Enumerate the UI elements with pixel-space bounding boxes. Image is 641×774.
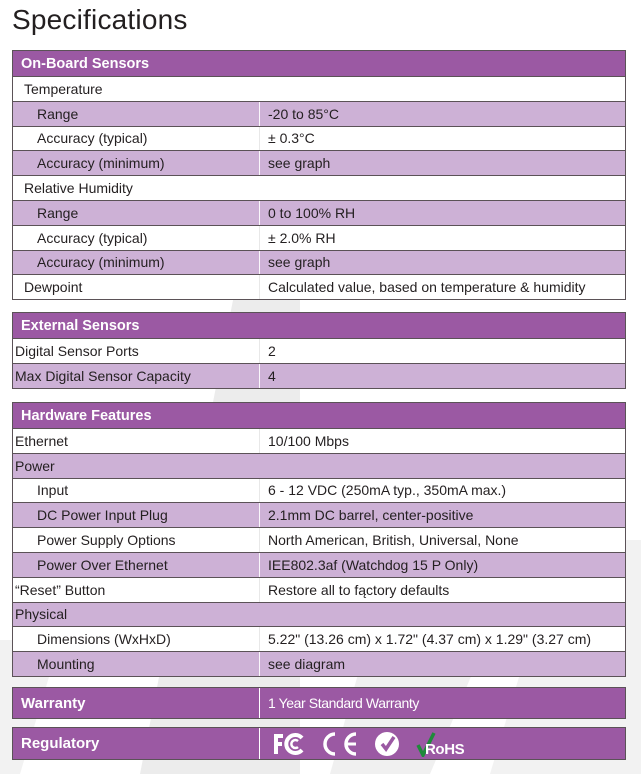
table-row — [13, 651, 625, 676]
row-label: “Reset” Button — [15, 581, 106, 598]
section-title: Hardware Features — [21, 407, 152, 424]
table-row — [13, 502, 625, 527]
row-label: Relative Humidity — [24, 180, 133, 197]
table-header — [13, 403, 625, 428]
table-row — [13, 453, 625, 478]
certification-logos — [259, 728, 625, 759]
row-value: 2.1mm DC barrel, center-positive — [259, 503, 625, 527]
row-label: Physical — [15, 606, 68, 623]
table-row — [13, 101, 625, 126]
row-label: Power — [15, 457, 55, 474]
row-value: -20 to 85°C — [259, 102, 625, 126]
table-row — [13, 527, 625, 552]
row-label: Mounting — [37, 656, 95, 673]
row-value: 2 — [259, 339, 625, 363]
table-row — [13, 175, 625, 200]
hardware-features-table — [12, 402, 626, 677]
table-row — [13, 688, 625, 718]
row-value: ± 2.0% RH — [259, 226, 625, 250]
row-label: Warranty — [21, 694, 86, 712]
table-row — [13, 626, 625, 651]
row-value: IEE802.3af (Watchdog 15 P Only) — [259, 553, 625, 577]
warranty-table — [12, 687, 626, 719]
onboard-sensors-table — [12, 50, 626, 300]
row-label: Accuracy (minimum) — [37, 254, 165, 271]
table-row — [13, 225, 625, 250]
table-row — [13, 577, 625, 602]
table-row — [13, 363, 625, 388]
row-value: see graph — [259, 251, 625, 275]
page-title: Specifications — [12, 4, 188, 35]
row-label: Dewpoint — [24, 279, 83, 296]
table-row — [13, 274, 625, 299]
row-label: Input — [37, 482, 69, 499]
rohs-text: RoHS — [425, 740, 465, 757]
table-row — [13, 602, 625, 627]
table-row — [13, 76, 625, 101]
row-label: Power Over Ethernet — [37, 556, 168, 573]
table-row — [13, 126, 625, 151]
table-header — [13, 313, 625, 338]
table-row — [13, 250, 625, 275]
fcc-logo-icon — [272, 732, 306, 756]
row-value: Calculated value, based on temperature & humidity — [259, 275, 625, 299]
table-row — [13, 428, 625, 453]
row-value: see diagram — [259, 652, 625, 676]
table-row — [13, 728, 625, 759]
table-row — [13, 150, 625, 175]
row-label: Ethernet — [15, 432, 68, 449]
row-label: Dimensions (WxHxD) — [37, 631, 171, 648]
row-value: Restore all to fąctory defaults — [259, 578, 625, 602]
ce-logo-icon — [320, 732, 360, 756]
row-value: 6 - 12 VDC (250mA typ., 350mA max.) — [259, 479, 625, 503]
row-label: Regulatory — [21, 735, 100, 752]
row-value: 1 Year Standard Warranty — [259, 688, 625, 718]
row-value: see graph — [259, 151, 625, 175]
table-header — [13, 51, 625, 76]
table-row — [13, 478, 625, 503]
row-value: 4 — [259, 364, 625, 388]
row-value: 0 to 100% RH — [259, 201, 625, 225]
row-label: Max Digital Sensor Capacity — [15, 367, 191, 384]
table-row — [13, 200, 625, 225]
row-label: Temperature — [24, 80, 103, 97]
section-title: On-Board Sensors — [21, 55, 150, 72]
row-label: Digital Sensor Ports — [15, 342, 139, 359]
table-row — [13, 338, 625, 363]
regulatory-table — [12, 727, 626, 760]
row-value: 10/100 Mbps — [259, 429, 625, 453]
rohs-logo-icon — [416, 731, 472, 757]
row-label: Accuracy (typical) — [37, 130, 148, 147]
row-value: ± 0.3°C — [259, 127, 625, 151]
row-label: Accuracy (typical) — [37, 229, 148, 246]
row-value: North American, British, Universal, None — [259, 528, 625, 552]
row-label: Accuracy (minimum) — [37, 155, 165, 172]
row-label: DC Power Input Plug — [37, 507, 168, 524]
table-row — [13, 552, 625, 577]
c-tick-logo-icon — [374, 731, 402, 757]
section-title: External Sensors — [21, 317, 140, 334]
row-label: Range — [37, 105, 79, 122]
external-sensors-table — [12, 312, 626, 389]
row-label: Range — [37, 204, 79, 221]
row-label: Power Supply Options — [37, 532, 176, 549]
row-value: 5.22" (13.26 cm) x 1.72" (4.37 cm) x 1.29" (3.27 cm) — [259, 627, 625, 651]
